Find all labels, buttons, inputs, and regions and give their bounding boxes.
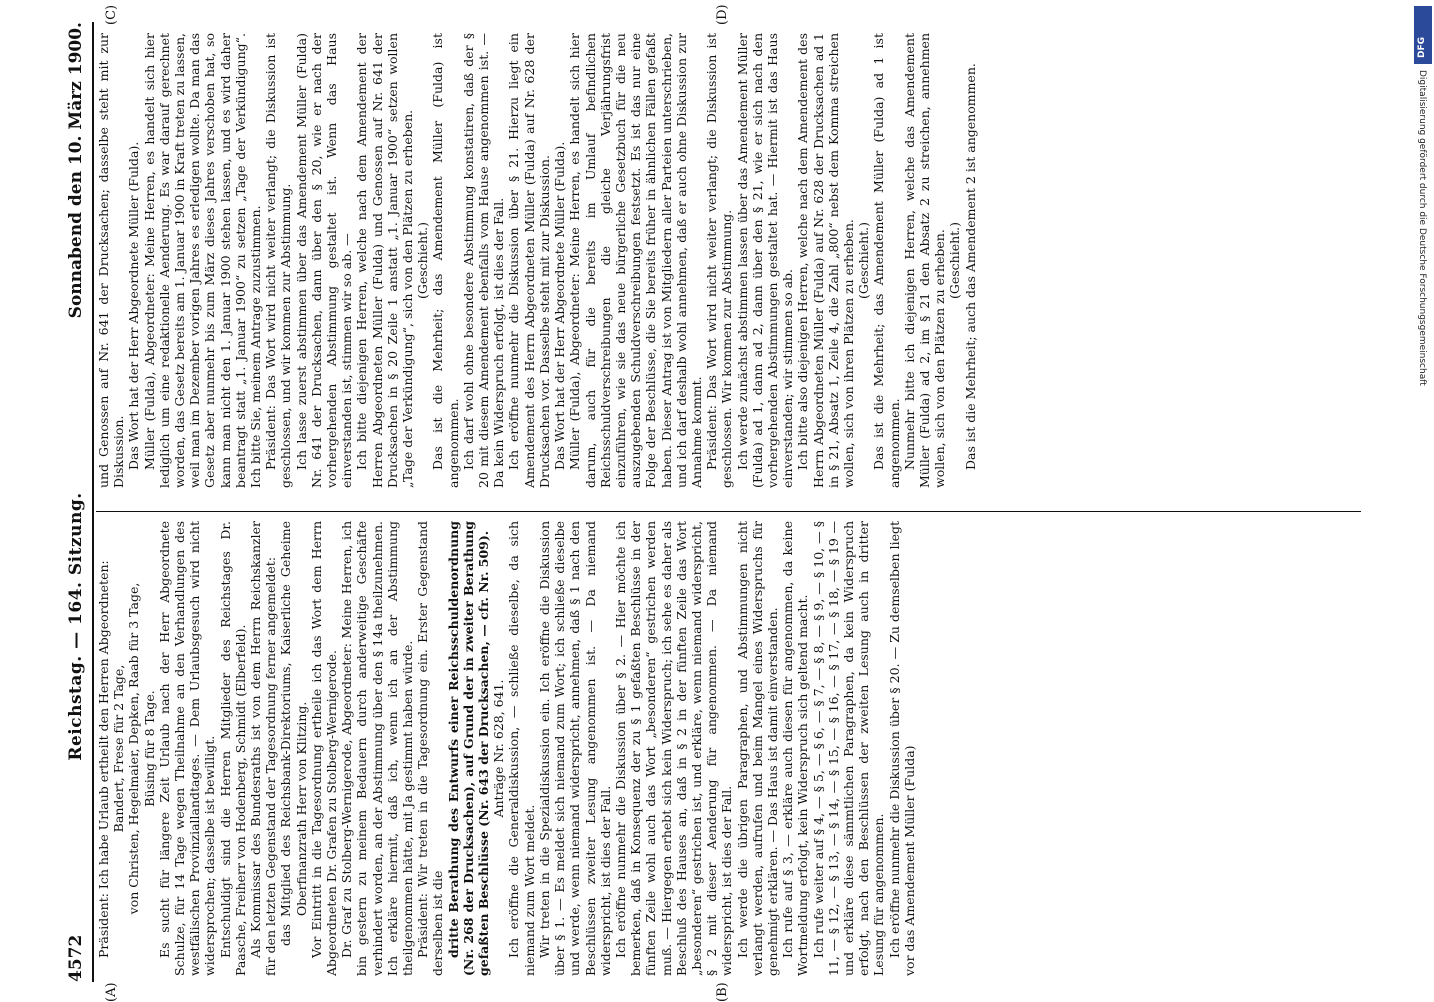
paragraph: (Geschieht.) — [947, 221, 963, 300]
paragraph: Das ist die Mehrheit; das Amendement Müller (Fulda) ad 1 ist angenommen. — [871, 33, 902, 488]
paragraph: (Geschieht.) — [856, 221, 872, 300]
page-number: 4572 — [66, 934, 86, 982]
running-header — [62, 22, 90, 982]
paragraph: Ich eröffne nunmehr die Diskussion über § 20. — Zu demselben liegt vor das Amendement Müller (Fulda) — [886, 521, 917, 976]
paragraph: Ich werde zunächst abstimmen lassen über das Amendement Müller (Fulda) ad 1, dann ad 2, dann über den § 21, wie er sich nach den vorhergehenden Abstimmungen gestaltet hat. — Hiermit ist das Haus einverstanden; wir stimmen so ab. — [734, 33, 796, 488]
column-divider — [96, 511, 1361, 512]
paragraph: Es sucht für längere Zeit Urlaub nach der Herr Abgeordnete Schulze, für 14 Tage wegen Theilnahme an den Verhandlungen des westfälischen Provinziallandtages. — Dem Urlaubsgesuch wird nicht widersprochen; dasselbe ist bewilligt. — [156, 521, 218, 976]
paragraph: Ich darf wohl ohne besondere Abstimmung konstatiren, daß der § 20 mit diesem Amendement ebenfalls vom Hause angenommen ist. — Da kein Widerspruch erfolgt, ist dies der Fall. — [460, 33, 507, 488]
margin-mark-b: (B) — [715, 982, 730, 1002]
paragraph: dritte Berathung des Entwurfs einer Reichsschuldenordnung (Nr. 268 der Drucksachen), auf Grund der in zweiter Berathung gefaßten Beschlüsse (Nr. 643 der Drucksachen, — cfr. Nr. 509). — [445, 521, 492, 976]
left-column — [96, 521, 1361, 976]
paragraph: das Mitglied des Reichsbank-Direktoriums, Kaiserliche Geheime Oberfinanzrath Herr von Klitzing. — [278, 521, 309, 946]
paragraph: Ich eröffne nunmehr die Diskussion über § 2. — Hier möchte ich bemerken, daß in Konsequenz der zu § 1 gefaßten Beschlüsse in der fünften Zeile wohl auch das Wort „besonderen“ gestrichen werden muß. — Hiergegen erhebt sich kein Widerspruch; ich sehe es daher als Beschluß des Hauses an, daß in § 2 in der fünften Zeile das Wort „besonderen“ gestrichen ist, und erkläre, wenn niemand widerspricht, § 2 mit dieser Aenderung für angenommen. — Da niemand widerspricht, ist dies der Fall. — [612, 521, 735, 976]
paragraph: Bandert, Frese für 2 Tage, — [111, 664, 127, 833]
paragraph: Entschuldigt sind die Herren Mitglieder des Reichstages Dr. Paasche, Freiherr von Hodenberg, Schmidt (Elberfeld). — [217, 521, 248, 976]
paragraph: Ich eröffne nunmehr die Diskussion über § 21. Hierzu liegt ein Amendement des Herrn Abgeordneten Müller (Fulda) auf Nr. 628 der Drucksachen vor. Dasselbe steht mit zur Diskussion. — [506, 33, 552, 488]
session-title: Reichstag. — 164. Sitzung. — [66, 492, 86, 761]
paragraph: Das ist die Mehrheit; das Amendement Müller (Fulda) ist angenommen. — [430, 33, 461, 488]
paragraph: Ich bitte diejenigen Herren, welche nach dem Amendement der Herren Abgeordneten Müller (Fulda) und Genossen auf Nr. 641 der Drucksachen in § 20 Zeile 1 anstatt „1. Januar 1900“ setzen wollen „Tage der Verkündigung“, sich von den Plätzen zu erheben. — [354, 33, 416, 488]
paragraph: Präsident: Das Wort wird nicht weiter verlangt; die Diskussion ist geschlossen. Wir kommen zur Abstimmung. — [704, 33, 735, 488]
paragraph: Ich rufe weiter auf § 4, — § 5, — § 6, — § 7, — § 8, — § 9, — § 10, — § 11, — § 12, — § 13, — § 14, — § 15, — § 16, — § 17, — § 18, — § 19 — und erkläre diese sämmtlichen Paragraphen, da kein Widerspruch erfolgt, nach den Beschlüssen der zweiten Lesung auch in dritter Lesung für angenommen. — [810, 521, 887, 976]
paragraph: Ich bitte also diejenigen Herren, welche nach dem Amendement des Herrn Abgeordneten Müller (Fulda) auf Nr. 628 der Drucksachen ad 1 in § 21, Absatz 1, Zeile 4, die Zahl „800“ nebst dem Komma streichen wollen, sich von ihren Plätzen zu erheben. — [795, 33, 856, 488]
paragraph: Ich rufe auf § 3, — erkläre auch diesen für angenommen, da keine Wortmeldung erfolgt, kein Widerspruch sich geltend macht. — [780, 521, 811, 976]
paragraph: Vor Eintritt in die Tagesordnung ertheile ich das Wort dem Herrn Abgeordneten Dr. Grafen zu Stolberg-Wernigerode. — [308, 521, 340, 976]
right-column — [96, 33, 1361, 488]
paragraph: Präsident: Wir treten in die Tagesordnung ein. Erster Gegenstand derselben ist die — [415, 521, 446, 976]
paragraph: Ich werde die übrigen Paragraphen, und Abstimmungen nicht verlangt werden, aufrufen und beim Mangel eines Widerspruchs für genehmigt erklären. — Das Haus ist damit einverstanden. — [734, 521, 780, 976]
paragraph: Das Wort hat der Herr Abgeordnete Müller (Fulda). — [126, 141, 142, 470]
dfg-logo: DFG — [1414, 6, 1432, 64]
session-date: Sonnabend den 10. März 1900. — [66, 22, 86, 319]
header-rule — [92, 22, 94, 982]
digitization-credit: Digitalisierung gefördert durch die Deutsche Forschungsgemeinschaft — [1417, 70, 1427, 386]
paragraph: Das Wort hat der Herr Abgeordnete Müller (Fulda). — [552, 141, 568, 470]
paragraph: Müller (Fulda), Abgeordneter: Meine Herren, es handelt sich hier lediglich um eine redaktionelle Aenderung. Es war darauf gerechnet worden, das Gesetz bereits am 1. Januar 1900 in Kraft treten zu lassen, weil man im Dezember vorigen Jahres es erledigen wollte. Da man das Gesetz aber nunmehr bis zum März dieses Jahres verschoben hat, so kann man nicht den 1. Januar 1900 stehen lassen, und es wird daher beantragt statt „1. Januar 1900“ zu setzen „Tage der Verkündigung“. Ich bitte Sie, meinem Antrage zuzustimmen. — [141, 33, 264, 488]
paragraph: Präsident: Ich habe Urlaub ertheilt den Herren Abgeordneten: — [96, 560, 111, 958]
paragraph: (Geschieht.) — [415, 221, 431, 300]
margin-mark-d: (D) — [715, 4, 730, 25]
margin-mark-c: (C) — [104, 4, 119, 25]
paragraph: Ich eröffne die Generaldiskussion, — schließe dieselbe, da sich niemand zum Wort meldet. — [506, 521, 537, 976]
paragraph: Wir treten in die Spezialdiskussion ein. Ich eröffne die Diskussion über § 1. — Es meldet sich niemand zum Wort; ich schließe dieselbe und werde, wenn niemand widerspricht, annehmen, daß § 1 nach den Beschlüssen zweiter Lesung angenommen ist. — Da niemand widerspricht, ist dies der Fall. — [536, 521, 613, 976]
paragraph: Müller (Fulda), Abgeordneter: Meine Herren, es handelt sich hier darum, auch für die bereits im Umlauf befindlichen Reichsschuldverschreibungen die gleiche Verjährungsfrist einzuführen, wie sie das neue bürgerliche Gesetzbuch für die neu auszugebenden Schuldverschreibungen festsetzt. Es ist das nur eine Folge der Beschlüsse, die Sie bereits früher in ähnlichen Fällen gefaßt haben. Dieser Antrag ist von Mitgliedern aller Parteien unterschrieben, und ich darf deshalb wohl annehmen, daß er auch ohne Diskussion zur Annahme kommt. — [567, 33, 704, 488]
paragraph: Ich lasse zuerst abstimmen über das Amendement Müller (Fulda) Nr. 641 der Drucksachen, dann über den § 20, wie er nach der vorhergehenden Abstimmung gestaltet ist. Wenn das Haus einverstanden ist, stimmen wir so ab. — — [293, 33, 355, 488]
margin-mark-a: (A) — [104, 982, 119, 1002]
paragraph: Nunmehr bitte ich diejenigen Herren, welche das Amendement Müller (Fulda) ad 2, im § 21 den Absatz 2 zu streichen, annehmen wollen, sich von den Plätzen zu erheben. — [901, 33, 948, 488]
paragraph: Das ist die Mehrheit; auch das Amendement 2 ist angenommen. — [962, 63, 978, 470]
paragraph: Büsing für 8 Tage. — [141, 690, 157, 807]
paragraph: Präsident: Das Wort wird nicht weiter verlangt; die Diskussion ist geschlossen, und wir kommen zur Abstimmung. — [263, 33, 294, 488]
paragraph: Dr. Graf zu Stolberg-Wernigerode, Abgeordneter: Meine Herren, ich bin gestern zu meinem Bedauern durch anderweitige Geschäfte verhindert worden, an der Abstimmung über den § 14a theilzunehmen. Ich erkläre hiermit, daß ich, wenn ich an der Abstimmung theilgenommen hätte, mit Ja gestimmt haben würde. — [339, 521, 416, 976]
paragraph: Anträge Nr. 628, 641. — [491, 679, 507, 818]
paragraph: Als Kommissar des Bundesraths ist von dem Herrn Reichskanzler für den letzten Gegenstand der Tagesordnung ferner angemeldet: — [248, 521, 279, 976]
paragraph: von Christen, Hegelmaier, Depken, Raab für 3 Tage, — [126, 582, 142, 915]
paragraph: und Genossen auf Nr. 641 der Drucksachen; dasselbe steht mit zur Diskussion. — [96, 33, 127, 488]
